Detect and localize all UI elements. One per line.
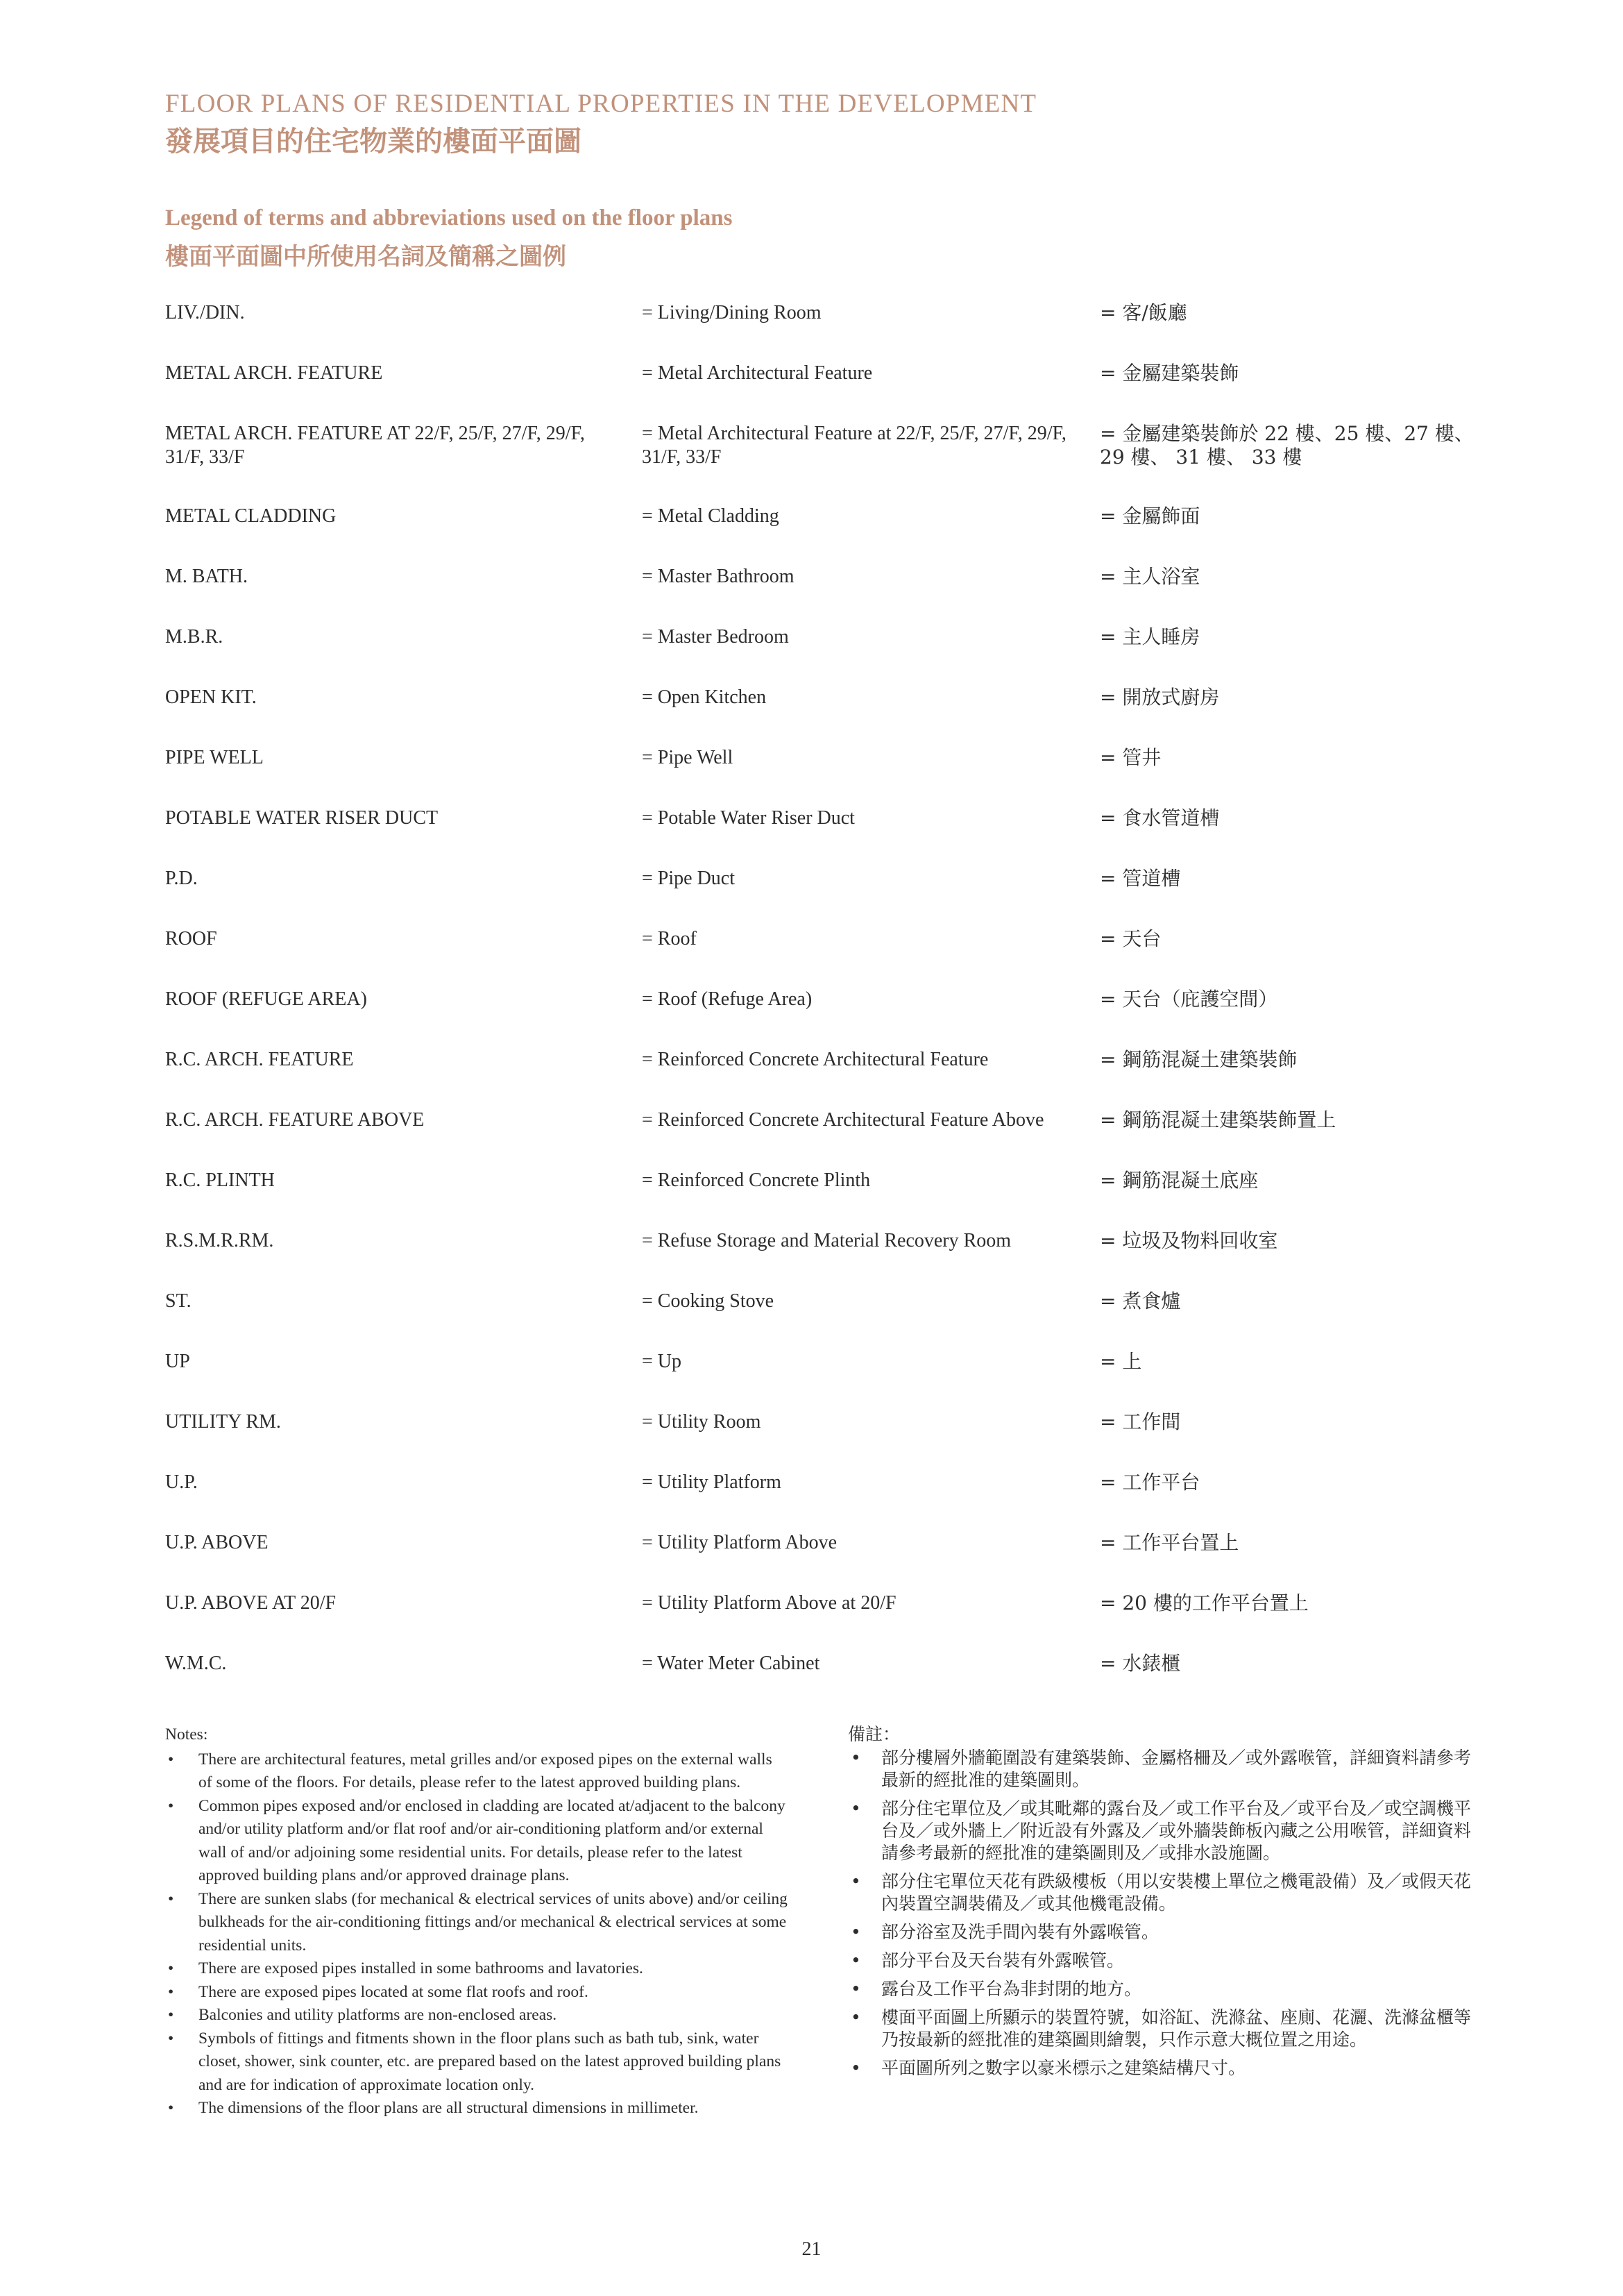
legend-zh: = 金屬飾面: [1100, 505, 1200, 527]
legend-en: = Utility Platform Above at 20/F: [642, 1592, 897, 1614]
legend-abbr: LIV./DIN.: [165, 302, 245, 323]
legend-en: = Refuse Storage and Material Recovery Room: [642, 1230, 1012, 1251]
legend-zh: = 主人睡房: [1100, 625, 1200, 648]
legend-zh: = 食水管道槽: [1100, 807, 1220, 829]
list-item: • 部分住宅單位天花有跌級樓板（用以安裝樓上單位之機電設備）及／或假天花內裝置空調裝備及／或其他機電設備。: [848, 1871, 1472, 1915]
notes-zh-list: [848, 1747, 1472, 2079]
list-item: • 部分住宅單位及／或其毗鄰的露台及／或工作平台及／或平台及／或空調機平台及／或外牆上／附近設有外露及／或外牆裝飾板內藏之公用喉管，詳細資料請參考最新的經批准的建築圖則及／或排水設施圖。: [848, 1798, 1472, 1864]
legend-en: = Potable Water Riser Duct: [642, 807, 855, 829]
legend-abbr: ROOF (REFUGE AREA): [165, 988, 367, 1010]
legend-en: = Water Meter Cabinet: [642, 1653, 820, 1674]
legend-zh: = 客/飯廳: [1100, 301, 1187, 324]
list-item: • 露台及工作平台為非封閉的地方。: [848, 1978, 1472, 2000]
legend-zh: = 垃圾及物料回收室: [1100, 1229, 1278, 1252]
legend-zh: = 金屬建築裝飾於 22 樓、25 樓、27 樓、29 樓、 31 樓、 33 樓: [1100, 422, 1474, 469]
legend-zh: = 天台（庇護空間）: [1100, 988, 1278, 1011]
legend-zh: = 工作平台: [1100, 1471, 1200, 1494]
legend-abbr: U.P. ABOVE: [165, 1532, 269, 1553]
legend-en: = Roof (Refuge Area): [642, 988, 813, 1010]
legend-abbr: METAL ARCH. FEATURE: [165, 362, 383, 384]
legend-en: = Reinforced Concrete Architectural Feature: [642, 1049, 989, 1070]
legend-abbr: R.C. ARCH. FEATURE: [165, 1049, 354, 1070]
legend-abbr: U.P.: [165, 1471, 198, 1493]
notes-en-list: [165, 1748, 790, 2120]
legend-en: = Pipe Duct: [642, 868, 735, 889]
legend-zh: = 開放式廚房: [1100, 686, 1220, 709]
legend-abbr: METAL CLADDING: [165, 505, 337, 527]
legend-en: = Master Bathroom: [642, 566, 794, 587]
legend-en: = Reinforced Concrete Architectural Feature Above: [642, 1109, 1044, 1131]
legend-abbr: U.P. ABOVE AT 20/F: [165, 1592, 337, 1614]
legend-abbr: P.D.: [165, 868, 198, 889]
legend-zh: = 煮食爐: [1100, 1290, 1181, 1312]
legend-abbr: ST.: [165, 1290, 192, 1312]
list-item: • 部分平台及天台裝有外露喉管。: [848, 1950, 1472, 1972]
notes-zh-heading: 備註：: [848, 1724, 901, 1744]
legend-abbr: OPEN KIT.: [165, 686, 257, 708]
list-item: • There are exposed pipes located at some flat roofs and roof.: [165, 1981, 790, 2004]
legend-zh: = 管道槽: [1100, 867, 1181, 890]
legend-en: = Open Kitchen: [642, 686, 767, 708]
legend-abbr: R.C. ARCH. FEATURE ABOVE: [165, 1109, 425, 1131]
list-item: • 部分浴室及洗手間內裝有外露喉管。: [848, 1921, 1472, 1943]
legend-zh: = 天台: [1100, 927, 1162, 950]
list-item: • Common pipes exposed and/or enclosed in cladding are located at/adjacent to the balcony and/or utility platform and/or flat roof and/or air-conditioning platform and/or external wall of and/or adjoining some residential units. For details, please refer to the latest approved building plans and/or approved drainage plans.: [165, 1795, 790, 1888]
legend-abbr: ROOF: [165, 928, 217, 949]
legend-en: = Living/Dining Room: [642, 302, 822, 323]
legend-zh: = 金屬建築裝飾: [1100, 362, 1239, 385]
legend-abbr: W.M.C.: [165, 1653, 227, 1674]
list-item: • There are exposed pipes installed in some bathrooms and lavatories.: [165, 1957, 790, 1981]
legend-abbr: R.S.M.R.RM.: [165, 1230, 274, 1251]
legend-en: = Roof: [642, 928, 697, 949]
legend-zh: = 管井: [1100, 746, 1162, 769]
legend-abbr: UTILITY RM.: [165, 1411, 281, 1433]
legend-heading-en: Legend of terms and abbreviations used on the floor plans: [165, 205, 733, 230]
page-title-en: FLOOR PLANS OF RESIDENTIAL PROPERTIES IN THE DEVELOPMENT: [165, 90, 1037, 118]
legend-zh: = 水錶櫃: [1100, 1652, 1181, 1675]
legend-abbr: POTABLE WATER RISER DUCT: [165, 807, 439, 829]
list-item: • 平面圖所列之數字以豪米標示之建築結構尺寸。: [848, 2057, 1472, 2079]
list-item: • The dimensions of the floor plans are all structural dimensions in millimeter.: [165, 2097, 790, 2120]
legend-zh: = 鋼筋混凝土建築裝飾: [1100, 1048, 1298, 1071]
legend-abbr: M. BATH.: [165, 566, 248, 587]
legend-zh: = 鋼筋混凝土底座: [1100, 1169, 1259, 1192]
legend-zh: = 上: [1100, 1350, 1142, 1373]
legend-zh: = 鋼筋混凝土建築裝飾置上: [1100, 1108, 1336, 1131]
legend-en: = Reinforced Concrete Plinth: [642, 1170, 871, 1191]
legend-abbr: M.B.R.: [165, 626, 223, 648]
notes-zh: [848, 1723, 1472, 2086]
legend-abbr: PIPE WELL: [165, 747, 264, 768]
legend-en: = Metal Cladding: [642, 505, 779, 527]
legend-en: = Cooking Stove: [642, 1290, 774, 1312]
legend-en: = Metal Architectural Feature at 22/F, 25/F, 27/F, 29/F, 31/F, 33/F: [642, 423, 1067, 468]
list-item: • Balconies and utility platforms are non-enclosed areas.: [165, 2004, 790, 2027]
page-number: 21: [801, 2238, 822, 2260]
legend-abbr: UP: [165, 1351, 190, 1372]
legend-en: = Metal Architectural Feature: [642, 362, 873, 384]
page-title-zh: 發展項目的住宅物業的樓面平面圖: [165, 125, 581, 158]
legend-zh: = 工作間: [1100, 1410, 1181, 1433]
legend-en: = Utility Platform Above: [642, 1532, 837, 1553]
legend-en: = Up: [642, 1351, 682, 1372]
list-item: • 部分樓層外牆範圍設有建築裝飾、金屬格柵及／或外露喉管，詳細資料請參考最新的經批准的建築圖則。: [848, 1747, 1472, 1791]
legend-zh: = 工作平台置上: [1100, 1531, 1239, 1554]
list-item: • There are architectural features, metal grilles and/or exposed pipes on the external walls of some of the floors. For details, please refer to the latest approved building plans.: [165, 1748, 790, 1795]
legend-zh: = 20 樓的工作平台置上: [1100, 1592, 1309, 1614]
notes-en-heading: Notes:: [165, 1725, 208, 1744]
legend-zh: = 主人浴室: [1100, 565, 1200, 588]
legend-en: = Master Bedroom: [642, 626, 789, 648]
legend-en: = Utility Platform: [642, 1471, 781, 1493]
list-item: • 樓面平面圖上所顯示的裝置符號，如浴缸、洗滌盆、座廁、花灑、洗滌盆櫃等乃按最新的經批准的建築圖則繪製，只作示意大概位置之用途。: [848, 2007, 1472, 2051]
list-item: • Symbols of fittings and fitments shown in the floor plans such as bath tub, sink, water closet, shower, sink counter, etc. are prepared based on the latest approved building plans and are for indication of approximate location only.: [165, 2027, 790, 2097]
legend-en: = Pipe Well: [642, 747, 733, 768]
legend-abbr: METAL ARCH. FEATURE AT 22/F, 25/F, 27/F, 29/F, 31/F, 33/F: [165, 423, 585, 468]
legend-heading-zh: 樓面平面圖中所使用名詞及簡稱之圖例: [165, 243, 566, 271]
legend-en: = Utility Room: [642, 1411, 761, 1433]
list-item: • There are sunken slabs (for mechanical & electrical services of units above) and/or ceiling bulkheads for the air-conditioning fittings and/or mechanical & electrical services at some residential units.: [165, 1888, 790, 1958]
notes-en: [165, 1723, 790, 2120]
legend-abbr: R.C. PLINTH: [165, 1170, 275, 1191]
